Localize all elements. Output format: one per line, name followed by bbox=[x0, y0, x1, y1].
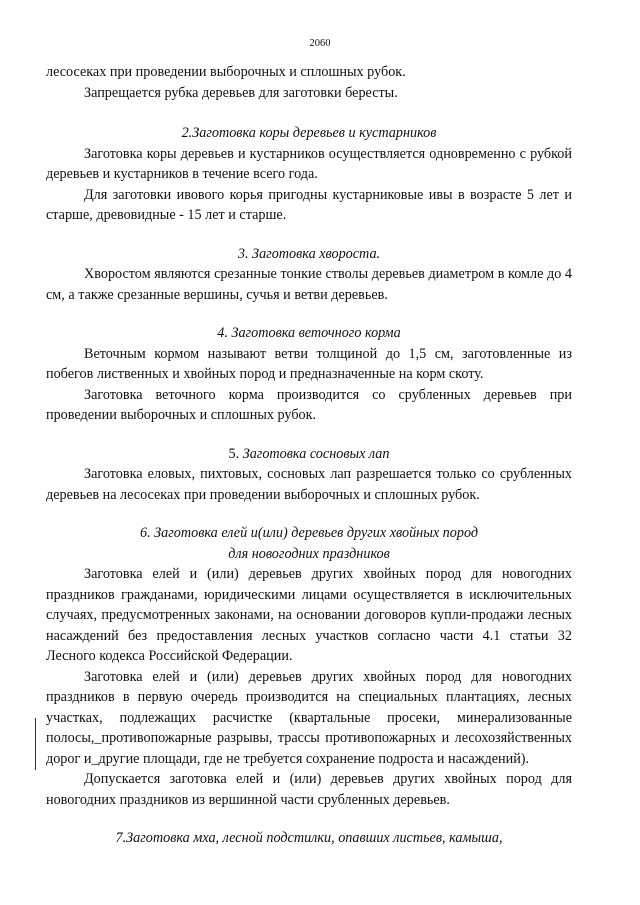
paragraph: Заготовка елей и (или) деревьев других хвойных пород для новогодних праздников в первую очередь производится на специальных плантациях, лесных участках, подлежащих расчистке (квартальные просеки, минерализованные полосы,_противопожарные разрывы, трассы противопожарных и лесохозяйственных дорог и_другие площади, где не требуется сохранение подроста и насаждений). bbox=[46, 668, 572, 767]
section-title: Заготовка сосновых лап bbox=[242, 445, 390, 462]
paragraph: Веточным кормом называют ветви толщиной до 1,5 см, заготовленные из побегов лиственных и хвойных пород и предназначенные на корм скоту. bbox=[46, 345, 572, 382]
paragraph: Заготовка веточного корма производится со срубленных деревьев при проведении выборочных и сплошных рубок. bbox=[46, 386, 572, 423]
section-heading: 3. Заготовка хвороста. bbox=[237, 245, 381, 262]
paragraph: Запрещается рубка деревьев для заготовки бересты. bbox=[84, 84, 398, 101]
section-heading: 2.Заготовка коры деревьев и кустарников bbox=[181, 125, 437, 141]
section-heading: 7.Заготовка мха, лесной подстилки, опавших листьев, камыша, bbox=[115, 830, 503, 846]
margin-mark bbox=[35, 718, 36, 770]
paragraph: Заготовка еловых, пихтовых, сосновых лап разрешается только со срубленных деревьев на лесосеках при проведении выборочных и сплошных рубок. bbox=[46, 466, 572, 503]
paragraph: Для заготовки ивового корья пригодны кустарниковые ивы в возрасте 5 лет и старше, древовидные - 15 лет и старше. bbox=[46, 186, 572, 223]
document-body bbox=[46, 62, 572, 849]
paragraph: Заготовка елей и (или) деревьев других хвойных пород для новогодних праздников гражданами, юридическими лицами осуществляется в исключительных случаях, предусмотренных законами, на основании договоров купли-продажи лесных насаждений без предоставления лесных участков согласно части 4.1 статьи 32 Лесного кодекса Российской Федерации. bbox=[46, 566, 572, 664]
section-number: 5. bbox=[228, 445, 240, 462]
paragraph: Хворостом являются срезанные тонкие стволы деревьев диаметром в комле до 4 см, а также срезанные вершины, сучья и ветви деревьев. bbox=[46, 266, 572, 303]
section-heading: 4. Заготовка веточного корма bbox=[217, 325, 401, 341]
page-number: 2060 bbox=[309, 38, 331, 49]
paragraph: Допускается заготовка елей и (или) деревьев других хвойных пород для новогодних праздников из вершинной части срубленных деревьев. bbox=[46, 771, 572, 808]
section-heading-continued: для новогодних праздников bbox=[228, 545, 390, 562]
section-heading bbox=[46, 444, 572, 465]
section-heading: 6. Заготовка елей и(или) деревьев других хвойных пород bbox=[139, 525, 479, 541]
paragraph: лесосеках при проведении выборочных и сплошных рубок. bbox=[46, 64, 406, 80]
paragraph: Заготовка коры деревьев и кустарников осуществляется одновременно с рубкой деревьев и кустарников в течение всего года. bbox=[46, 145, 572, 182]
